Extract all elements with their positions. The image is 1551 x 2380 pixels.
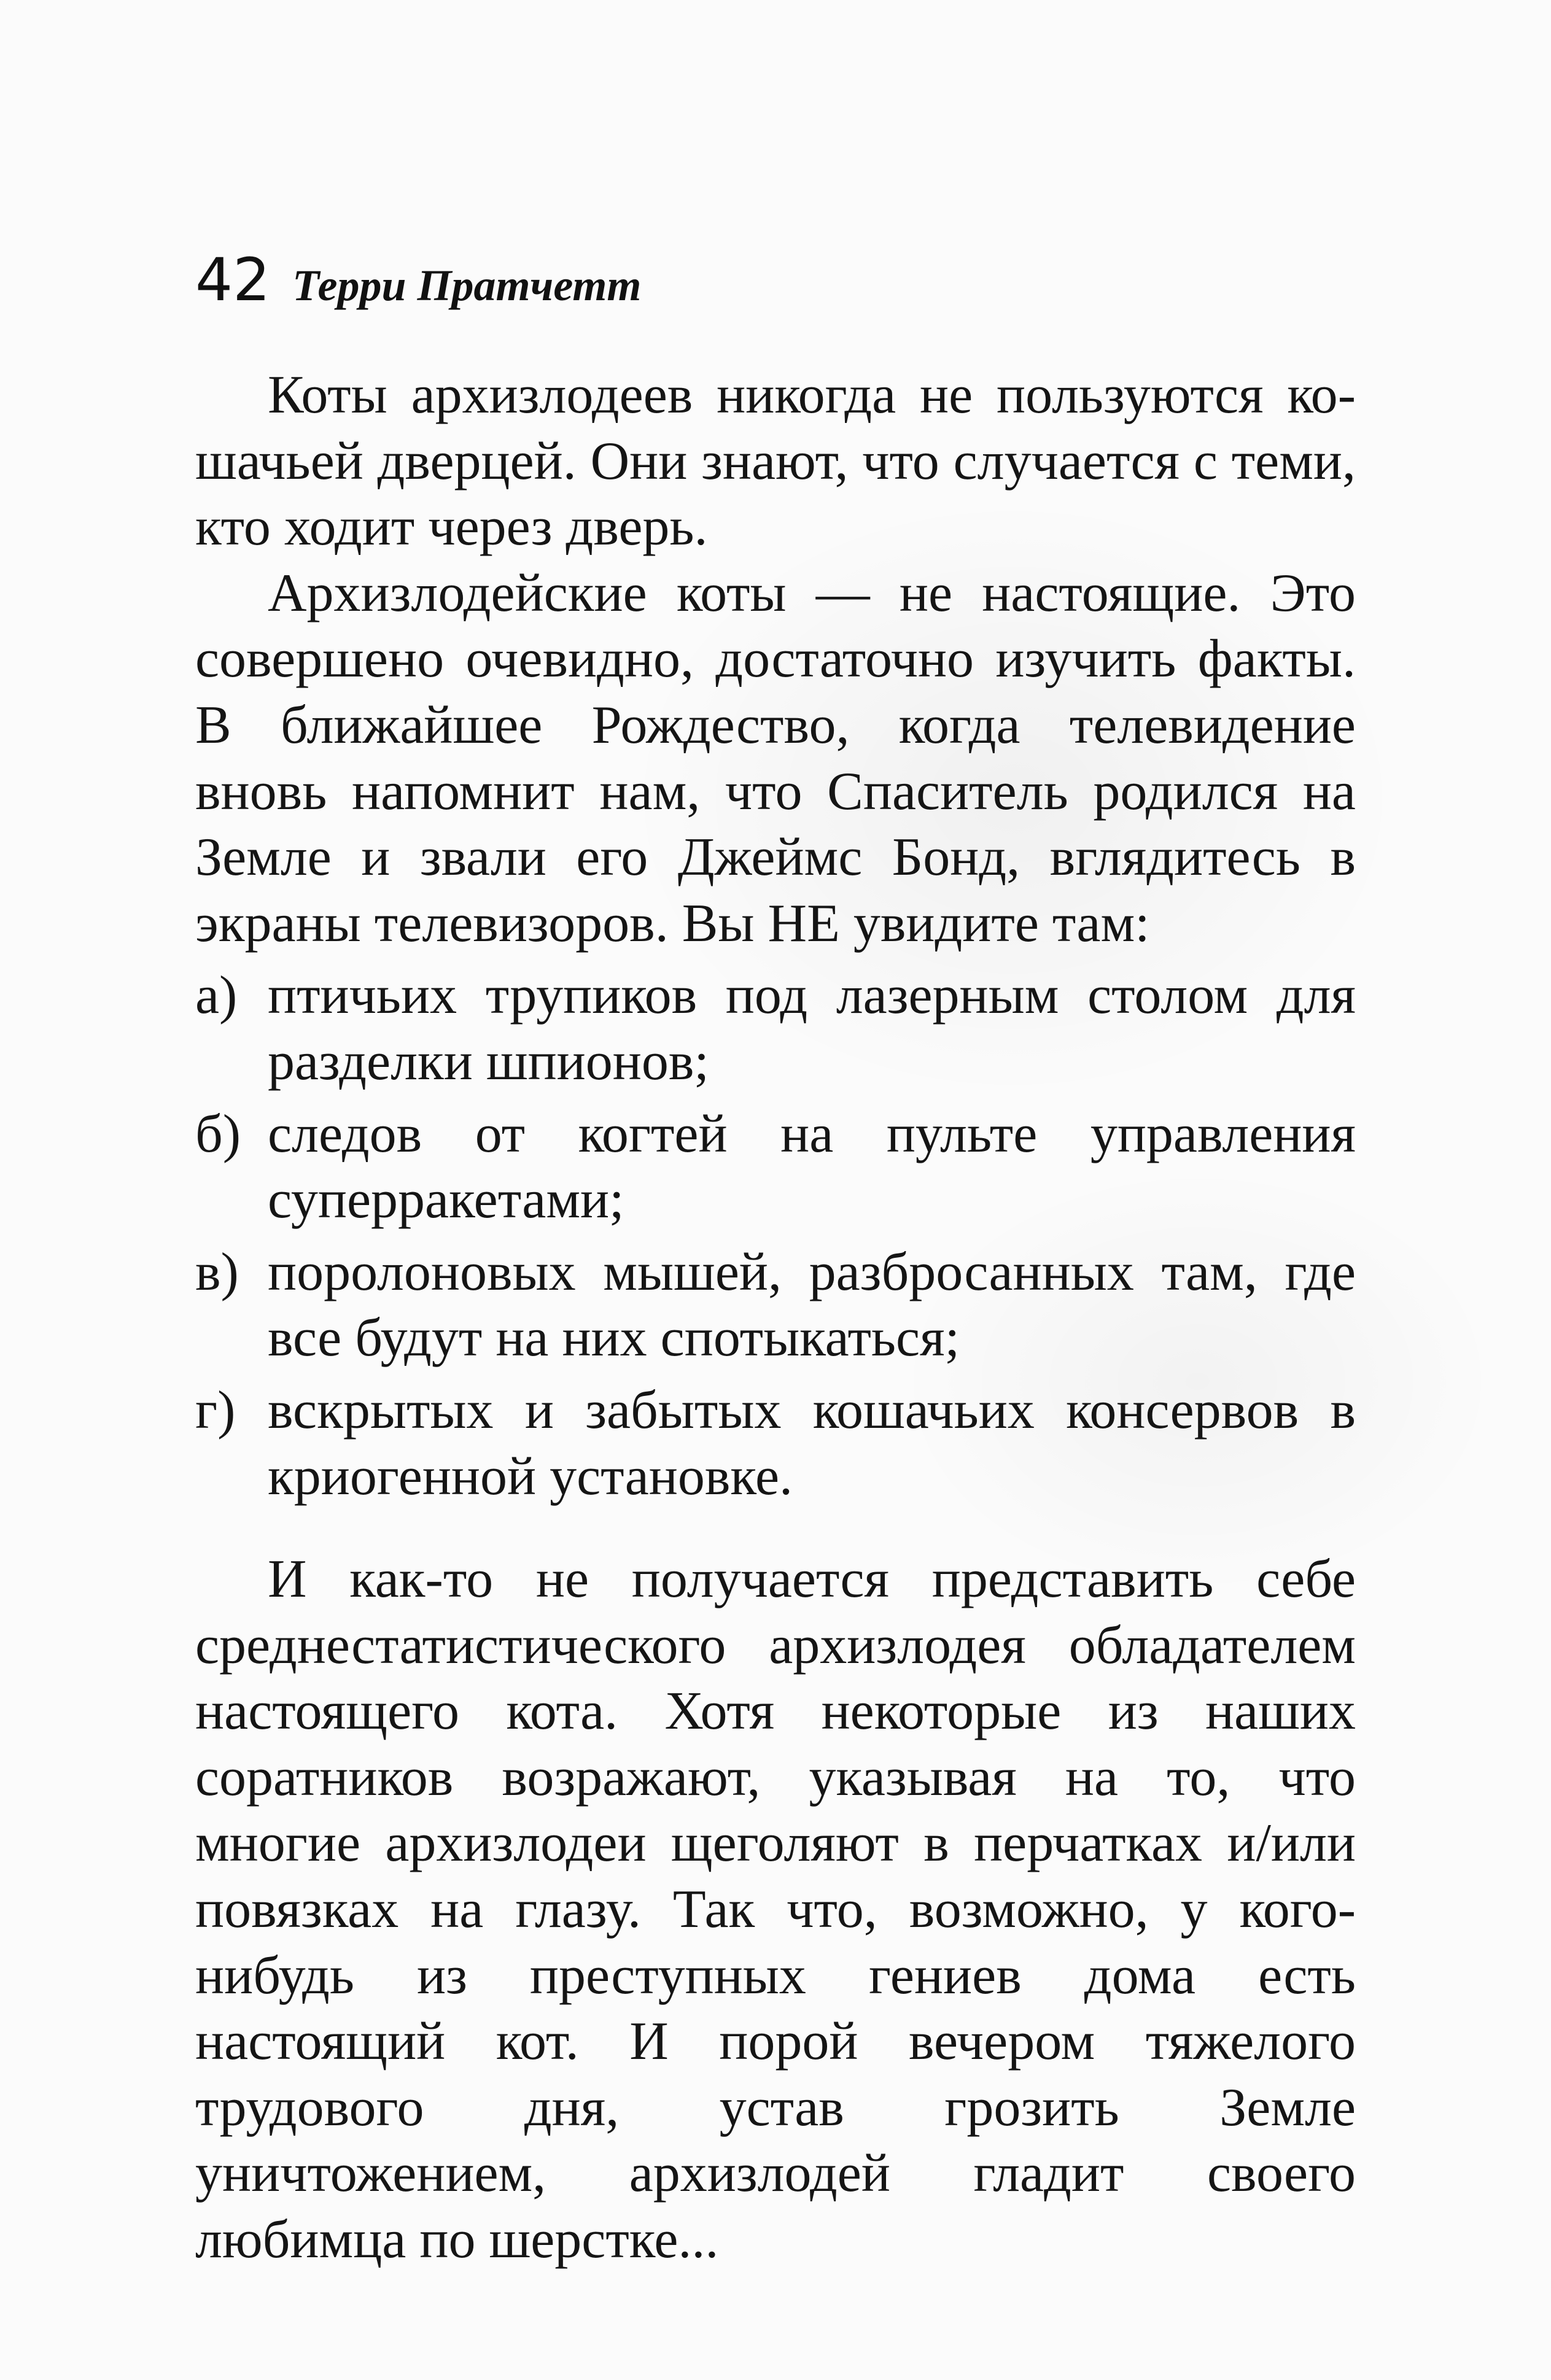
paragraph-closing: И как-то не получается представить себе среднестатистического архизлодея обладателем настоящего кота. Хотя некоторые из наших соратников возражают, указывая на то, что многие архизлодеи щеголяют в перчатках и/или повязках на глазу. Так что, возможно, у кого-нибудь из преступных гениев дома есть настоящий кот. И порой вечером тяжелого трудового дня, устав грозить Земле уничтожением, архизлодей гладит своего любимца по шерстке... bbox=[195, 1549, 1356, 2270]
list-marker: а) bbox=[195, 966, 238, 1026]
list-marker: г) bbox=[195, 1380, 236, 1440]
list-marker: б) bbox=[195, 1104, 241, 1164]
page-number: 42 bbox=[195, 246, 271, 314]
list-item bbox=[195, 1239, 1356, 1371]
author-name: Терри Пратчетт bbox=[292, 261, 642, 310]
list-marker: в) bbox=[195, 1242, 239, 1302]
list bbox=[195, 963, 1356, 1510]
list-item-text: поролоновых мышей, разбросанных там, где все будут на них спотыкаться; bbox=[268, 1242, 1356, 1368]
body-text bbox=[195, 362, 1356, 2273]
paragraph-2: Архизлодейские коты — не настоящие. Это совершено очевидно, достаточно изучить факты. В ближайшее Рождество, когда телевидение вновь напомнит нам, что Спаситель родился на Земле и звали его Джеймс Бонд, вглядитесь в экраны телевизоров. Вы НЕ увидите там: bbox=[195, 563, 1356, 953]
list-item-text: следов от когтей на пульте управления суперракетами; bbox=[268, 1104, 1356, 1230]
list-item bbox=[195, 963, 1356, 1095]
list-item bbox=[195, 1101, 1356, 1233]
list-item bbox=[195, 1378, 1356, 1510]
paragraph-1: Коты архизлодеев никогда не пользуются кошачьей дверцей. Они знают, что случается с теми, кто ходит через дверь. bbox=[195, 365, 1356, 557]
list-item-text: вскрытых и забытых кошачьих консервов в криогенной установке. bbox=[268, 1380, 1356, 1506]
running-head bbox=[195, 246, 641, 313]
list-item-text: птичьих трупиков под лазерным столом для разделки шпионов; bbox=[268, 966, 1356, 1091]
